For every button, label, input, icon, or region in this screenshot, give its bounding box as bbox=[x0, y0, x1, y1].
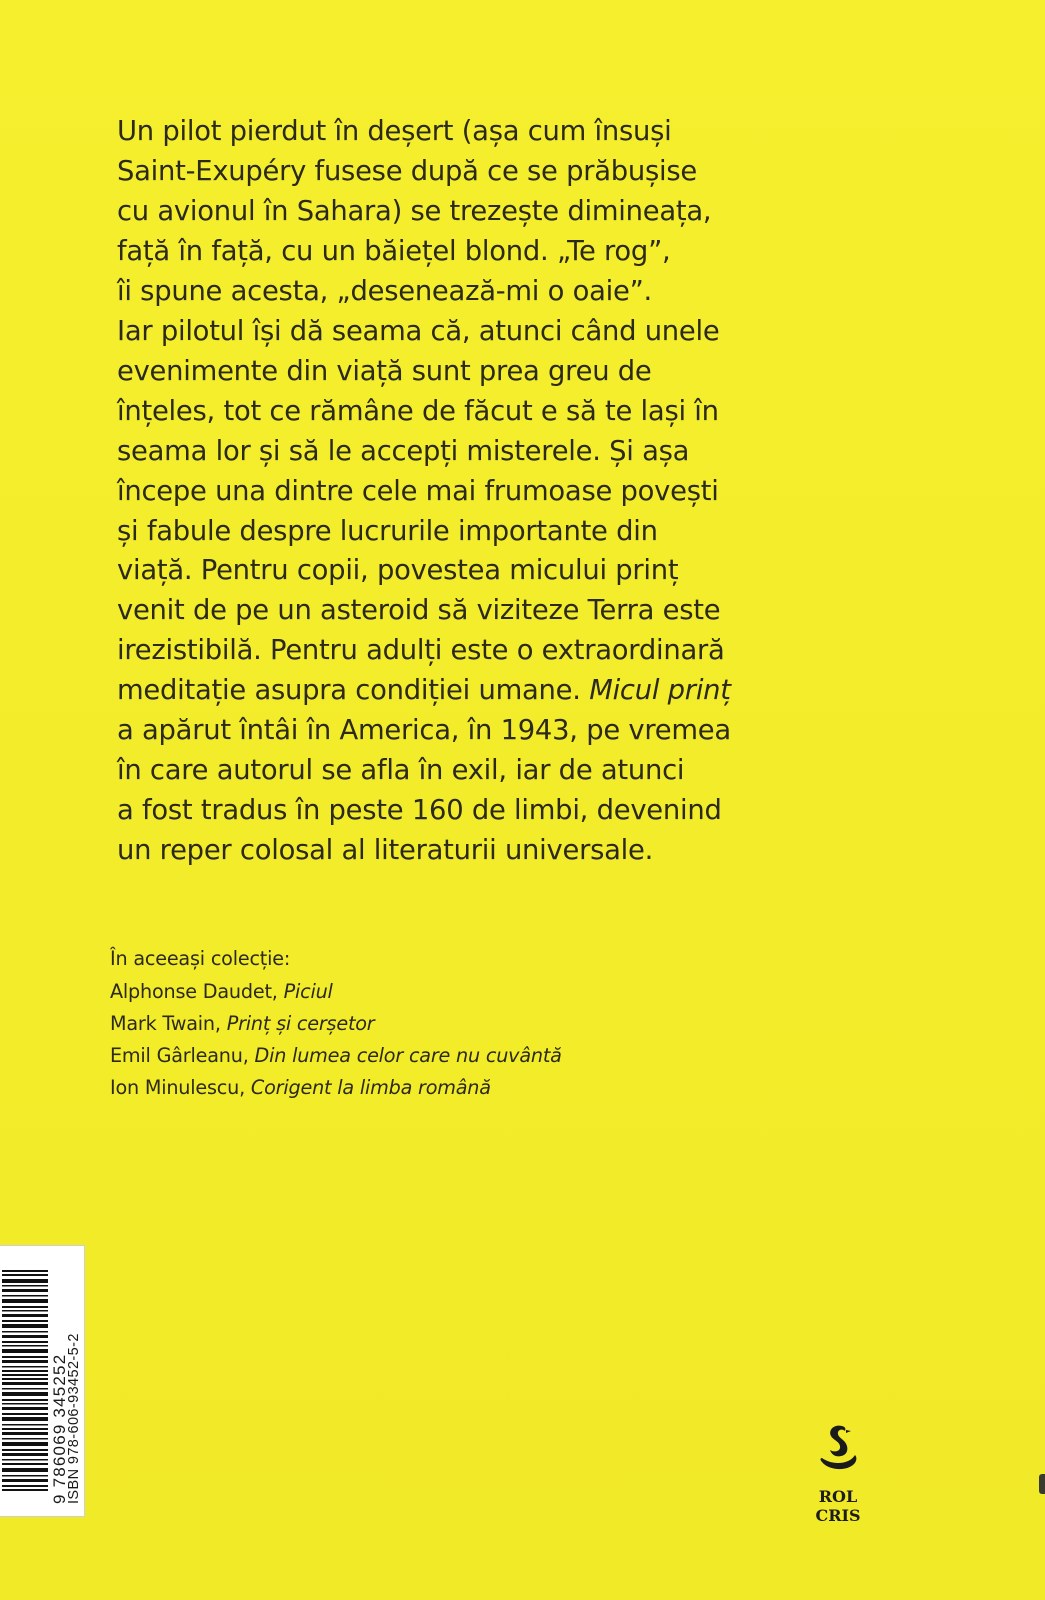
page-edge-mark bbox=[1039, 1474, 1045, 1494]
blurb-line bbox=[117, 671, 1017, 711]
blurb-line: Saint-Exupéry fusese după ce se prăbușise bbox=[117, 155, 698, 187]
blurb-line: în care autorul se afla în exil, iar de atunci bbox=[117, 755, 685, 787]
blurb-line: și fabule despre lucrurile importante din bbox=[117, 515, 658, 547]
blurb-line: venit de pe un asteroid să viziteze Terra este bbox=[117, 595, 721, 627]
blurb-line: înțeles, tot ce rămâne de făcut e să te lași în bbox=[117, 395, 719, 427]
collection-list bbox=[110, 943, 910, 1104]
blurb-line: Un pilot pierdut în deșert (așa cum însuși bbox=[117, 116, 672, 147]
blurb-line: îi spune acesta, „desenează-mi o oaie”. bbox=[117, 275, 652, 307]
collection-author: Mark Twain, bbox=[110, 1012, 221, 1035]
collection-item bbox=[110, 1008, 910, 1040]
blurb-line: seama lor și să le accepți misterele. Și așa bbox=[117, 435, 690, 467]
blurb-line: Iar pilotul își dă seama că, atunci când unele bbox=[117, 315, 720, 347]
isbn-number: ISBN 978-606-93452-5-2 bbox=[66, 1333, 82, 1504]
publisher-logo bbox=[808, 1422, 868, 1530]
publisher-name-line1: ROL bbox=[818, 1487, 858, 1506]
blurb-line: cu avionul în Sahara) se trezește dimineața, bbox=[117, 195, 712, 227]
blurb-line: evenimente din viață sunt prea greu de bbox=[117, 355, 652, 387]
barcode bbox=[0, 1245, 85, 1517]
collection-title: Prinț și cerșetor bbox=[226, 1012, 375, 1035]
collection-item bbox=[110, 1072, 910, 1104]
collection-heading: În aceeași colecție: bbox=[110, 947, 291, 970]
publisher-name-line2: CRIS bbox=[815, 1506, 861, 1525]
collection-item bbox=[110, 1040, 910, 1072]
blurb-line: un reper colosal al literaturii universale. bbox=[117, 835, 654, 867]
collection-item bbox=[110, 976, 910, 1008]
barcode-bars bbox=[2, 1270, 48, 1492]
collection-title: Piciul bbox=[283, 980, 333, 1003]
collection-title: Din lumea celor care nu cuvântă bbox=[254, 1044, 562, 1067]
blurb-line-text: meditație asupra condiției umane. bbox=[117, 675, 581, 707]
collection-author: Emil Gârleanu, bbox=[110, 1044, 249, 1067]
swan-icon bbox=[808, 1422, 868, 1478]
barcode-digits: 9 786069 345252 bbox=[50, 1353, 69, 1504]
blurb-line: viață. Pentru copii, povestea micului prinț bbox=[117, 555, 679, 587]
blurb-line: începe una dintre cele mai frumoase povești bbox=[117, 475, 719, 507]
blurb-text bbox=[117, 112, 1017, 871]
blurb-line: irezistibilă. Pentru adulți este o extraordinară bbox=[117, 635, 725, 667]
blurb-line: a fost tradus în peste 160 de limbi, devenind bbox=[117, 795, 722, 827]
blurb-line: a apărut întâi în America, în 1943, pe vremea bbox=[117, 715, 731, 747]
collection-title: Corigent la limba română bbox=[250, 1076, 491, 1099]
collection-author: Ion Minulescu, bbox=[110, 1076, 246, 1099]
blurb-line: față în față, cu un băiețel blond. „Te rog”, bbox=[117, 235, 671, 267]
book-title-italic: Micul prinț bbox=[589, 675, 731, 707]
collection-author: Alphonse Daudet, bbox=[110, 980, 278, 1003]
